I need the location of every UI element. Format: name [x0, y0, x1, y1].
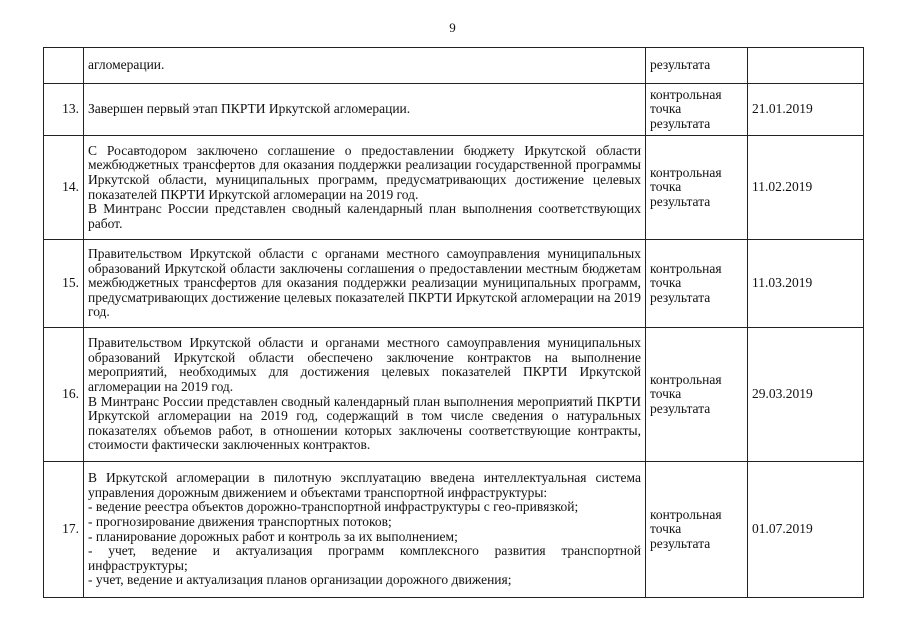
row-type-line: результата: [650, 400, 711, 416]
row-number: 13.: [44, 84, 84, 136]
row-list-item: - прогнозирование движения транспортных потоков;: [88, 513, 392, 529]
row-list-item: - учет, ведение и актуализация планов организации дорожного движения;: [88, 572, 512, 588]
row-type-line: результата: [650, 115, 711, 131]
row-type: [646, 48, 748, 84]
row-type-line: результата: [650, 193, 711, 209]
row-description: [84, 48, 646, 84]
row-type-line: результата: [650, 535, 711, 551]
row-description: [84, 84, 646, 136]
row-date: 01.07.2019: [748, 462, 864, 598]
row-type-line: контрольная: [650, 164, 722, 180]
row-date: [748, 48, 864, 84]
row-paragraph: Правительством Иркутской области с органами местного самоуправления муниципальных образований Иркутской области заключены соглашения о предоставлении местным бюджетам межбюджетных трансфертов для оказания поддержки реализации муниципальных программ, предусматривающих достижение целевых показателей ПКРТИ Иркутской агломерации на 2019 год.: [88, 246, 641, 320]
table-row: [44, 240, 864, 328]
row-date: 21.01.2019: [748, 84, 864, 136]
row-number: 17.: [44, 462, 84, 598]
row-date: 29.03.2019: [748, 328, 864, 462]
row-date: 11.03.2019: [748, 240, 864, 328]
row-date: 11.02.2019: [748, 136, 864, 240]
table-row: [44, 84, 864, 136]
row-list-item: - ведение реестра объектов дорожно-транспортной инфраструктуры с гео-привязкой;: [88, 499, 579, 515]
row-paragraph: Правительством Иркутской области и органами местного самоуправления муниципальных образований Иркутской области обеспечено заключение контрактов на выполнение мероприятий, необходимых для достижения целевых показателей ПКРТИ Иркутской агломерации на 2019 год.: [88, 335, 641, 394]
row-list-item: - планирование дорожных работ и контроль за их выполнением;: [88, 528, 458, 544]
row-number: 15.: [44, 240, 84, 328]
row-paragraph: С Росавтодором заключено соглашение о предоставлении бюджету Иркутской области межбюджетных трансфертов для оказания поддержки реализации государственной программы Иркутской области, муниципальных программ, предусматривающих достижение целевых показателей ПКРТИ Иркутской агломерации на 2019 год.: [88, 142, 641, 202]
row-type: [646, 84, 748, 136]
row-type-line: контрольная: [650, 506, 722, 522]
row-paragraph: В Минтранс России представлен сводный календарный план выполнения мероприятий ПКРТИ Иркутской агломерации на 2019 год, содержащий в том числе сведения о натуральных показателях объемов работ, в отношении которых заключены соответствующие контракты, стоимости фактически заключенных контрактов.: [88, 393, 641, 453]
row-paragraph: В Иркутской агломерации в пилотную эксплуатацию введена интеллектуальная система управления дорожным движением и объектами транспортной инфраструктуры:: [88, 470, 641, 500]
row-description: [84, 462, 646, 598]
row-paragraph: агломерации.: [88, 57, 165, 73]
row-description: [84, 328, 646, 462]
row-number: 16.: [44, 328, 84, 462]
table-row: [44, 48, 864, 84]
row-paragraph: Завершен первый этап ПКРТИ Иркутской агломерации.: [88, 101, 411, 117]
row-description: [84, 136, 646, 240]
row-type: [646, 136, 748, 240]
row-type-line: точка: [650, 179, 682, 195]
row-description: [84, 240, 646, 328]
row-type-line: точка: [650, 521, 682, 537]
row-type: [646, 328, 748, 462]
row-type-line: контрольная: [650, 371, 722, 387]
table-row: [44, 328, 864, 462]
row-paragraph: В Минтранс России представлен сводный календарный план выполнения соответствующих работ.: [88, 201, 641, 231]
row-list-item: - учет, ведение и актуализация программ комплексного развития транспортной инфраструктуры;: [88, 543, 641, 573]
row-number: [44, 48, 84, 84]
row-type: [646, 240, 748, 328]
row-type-line: точка: [650, 275, 682, 291]
table-row: [44, 462, 864, 598]
row-type-line: контрольная: [650, 86, 722, 102]
row-type-line: точка: [650, 386, 682, 402]
row-type-line: контрольная: [650, 260, 722, 276]
row-type-line: результата: [650, 57, 711, 73]
row-number: 14.: [44, 136, 84, 240]
table-row: [44, 136, 864, 240]
row-type-line: результата: [650, 289, 711, 305]
row-type-line: точка: [650, 101, 682, 117]
results-table: [43, 47, 864, 598]
row-type: [646, 462, 748, 598]
page-number: 9: [449, 20, 456, 35]
